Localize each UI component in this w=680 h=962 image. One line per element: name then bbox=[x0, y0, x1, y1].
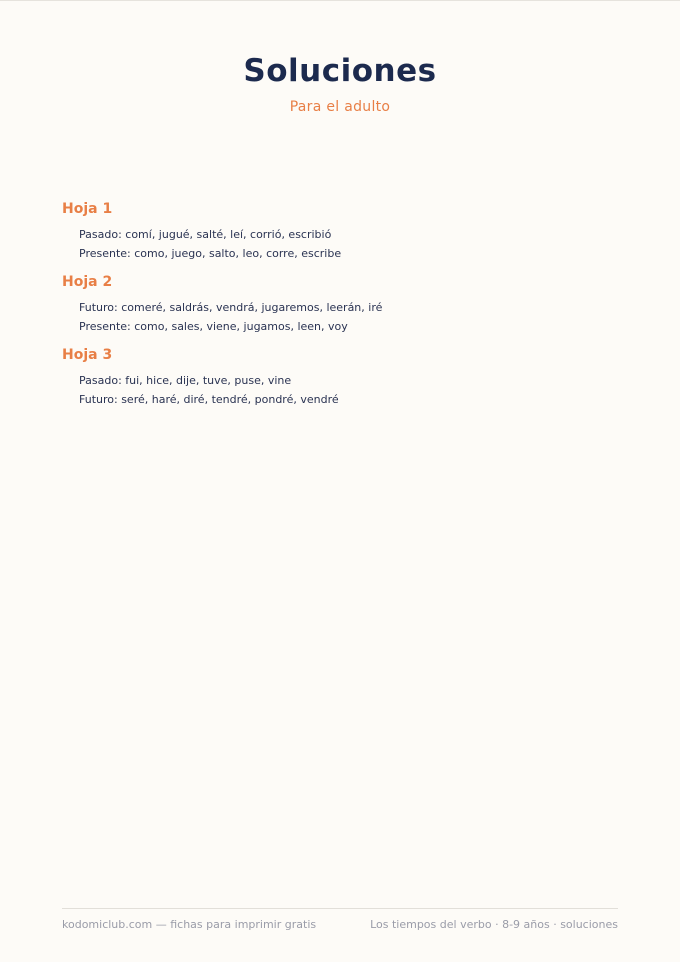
page-subtitle: Para el adulto bbox=[289, 99, 391, 115]
solution-line: Futuro: seré, haré, diré, tendré, pondré, vendré bbox=[79, 393, 339, 406]
solution-line: Presente: como, sales, viene, jugamos, leen, voy bbox=[79, 320, 348, 333]
section-hoja-1 bbox=[62, 199, 618, 263]
section-title: Hoja 1 bbox=[62, 201, 113, 217]
solution-line: Pasado: comí, jugué, salté, leí, corrió, escribió bbox=[79, 228, 332, 241]
solutions-list bbox=[62, 199, 618, 418]
top-border bbox=[0, 0, 680, 1]
footer-info: Los tiempos del verbo · 8-9 años · soluciones bbox=[370, 918, 618, 931]
section-title: Hoja 3 bbox=[62, 347, 113, 363]
section-hoja-2 bbox=[62, 272, 618, 336]
footer-site-link[interactable]: kodomiclub.com — fichas para imprimir gratis bbox=[62, 918, 317, 931]
section-title: Hoja 2 bbox=[62, 274, 113, 290]
solution-line: Pasado: fui, hice, dije, tuve, puse, vine bbox=[79, 374, 292, 387]
footer-divider bbox=[62, 908, 618, 909]
solution-line: Presente: como, juego, salto, leo, corre, escribe bbox=[79, 247, 342, 260]
solution-line: Futuro: comeré, saldrás, vendrá, jugaremos, leerán, iré bbox=[79, 301, 383, 314]
page-footer bbox=[62, 918, 618, 931]
page-title: Soluciones bbox=[243, 53, 437, 89]
section-hoja-3 bbox=[62, 345, 618, 409]
page-header bbox=[0, 50, 680, 115]
